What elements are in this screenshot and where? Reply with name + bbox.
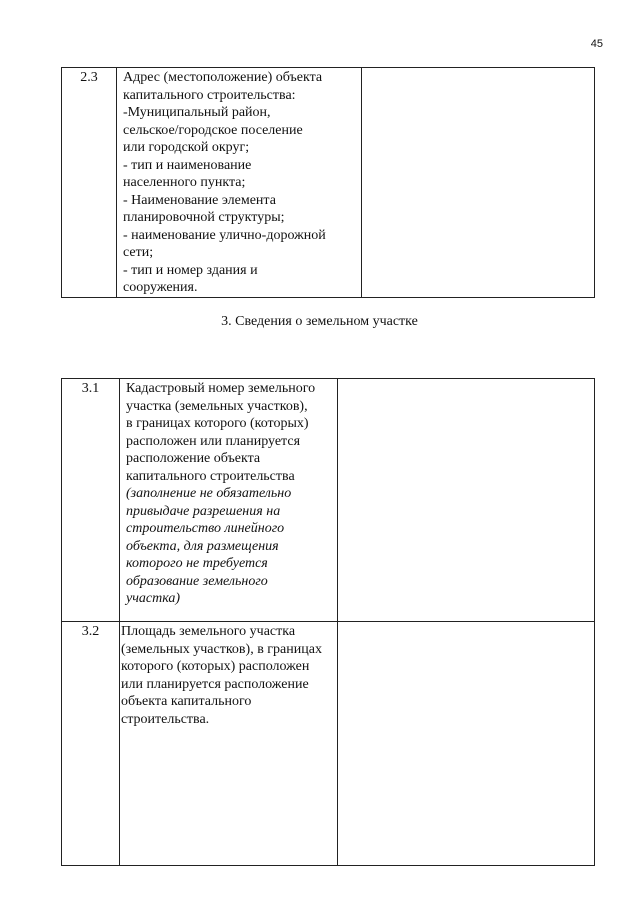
desc-line: строительства. <box>121 711 210 727</box>
desc-line: сети; <box>123 245 154 260</box>
desc-line: или планируется расположение <box>121 676 309 692</box>
desc-line: капитального строительства <box>126 468 295 484</box>
row-number: 3.1 <box>62 379 120 622</box>
desc-line: планировочной структуры; <box>123 210 285 225</box>
desc-line: капитального строительства: <box>123 87 296 103</box>
desc-line: расположен или планируется <box>126 433 301 449</box>
desc-line: сельское/городское поселение <box>123 122 303 138</box>
note-line: (заполнение не обязательно <box>126 486 292 501</box>
row-description <box>120 622 338 866</box>
table-row-2-3 <box>62 68 595 298</box>
desc-line: которого (которых) расположен <box>121 659 310 674</box>
row-number: 2.3 <box>62 68 117 298</box>
row-description <box>117 68 362 298</box>
desc-line: сооружения. <box>123 280 198 295</box>
row-number: 3.2 <box>62 622 120 866</box>
row-value-cell[interactable] <box>338 622 595 866</box>
desc-line: Площадь земельного участка <box>121 624 296 639</box>
note-line: объекта, для размещения <box>126 538 279 554</box>
note-line: которого не требуется <box>126 556 268 571</box>
desc-line: (земельных участков), в границах <box>121 641 322 657</box>
desc-line: расположение объекта <box>126 451 261 466</box>
desc-line: - наименование улично-дорожной <box>123 227 326 243</box>
table-row-3-2 <box>62 622 595 866</box>
desc-line: -Муниципальный район, <box>123 105 271 120</box>
desc-line: - тип и номер здания и <box>123 262 258 278</box>
table-section-2 <box>61 67 595 298</box>
desc-line: - тип и наименование <box>123 157 252 173</box>
note-line: привыдаче разрешения на <box>126 503 281 519</box>
desc-line: объекта капитального <box>121 694 252 709</box>
row-value-cell[interactable] <box>338 379 595 622</box>
table-section-3 <box>61 378 595 866</box>
desc-line: участка (земельных участков), <box>126 398 308 414</box>
row-value-cell[interactable] <box>362 68 595 298</box>
desc-line: Кадастровый номер земельного <box>126 381 316 396</box>
row-description <box>120 379 338 622</box>
section-title: 3. Сведения о земельном участке <box>221 314 418 329</box>
note-line: образование земельного <box>126 573 268 589</box>
desc-line: Адрес (местоположение) объекта <box>123 70 323 85</box>
desc-line: населенного пункта; <box>123 175 246 190</box>
note-line: участка) <box>126 591 181 606</box>
table-row-3-1 <box>62 379 595 622</box>
page-number: 45 <box>590 38 603 50</box>
desc-line: - Наименование элемента <box>123 192 276 208</box>
desc-line: или городской округ; <box>123 140 250 155</box>
note-line: строительство линейного <box>126 521 285 536</box>
desc-line: в границах которого (которых) <box>126 416 309 431</box>
